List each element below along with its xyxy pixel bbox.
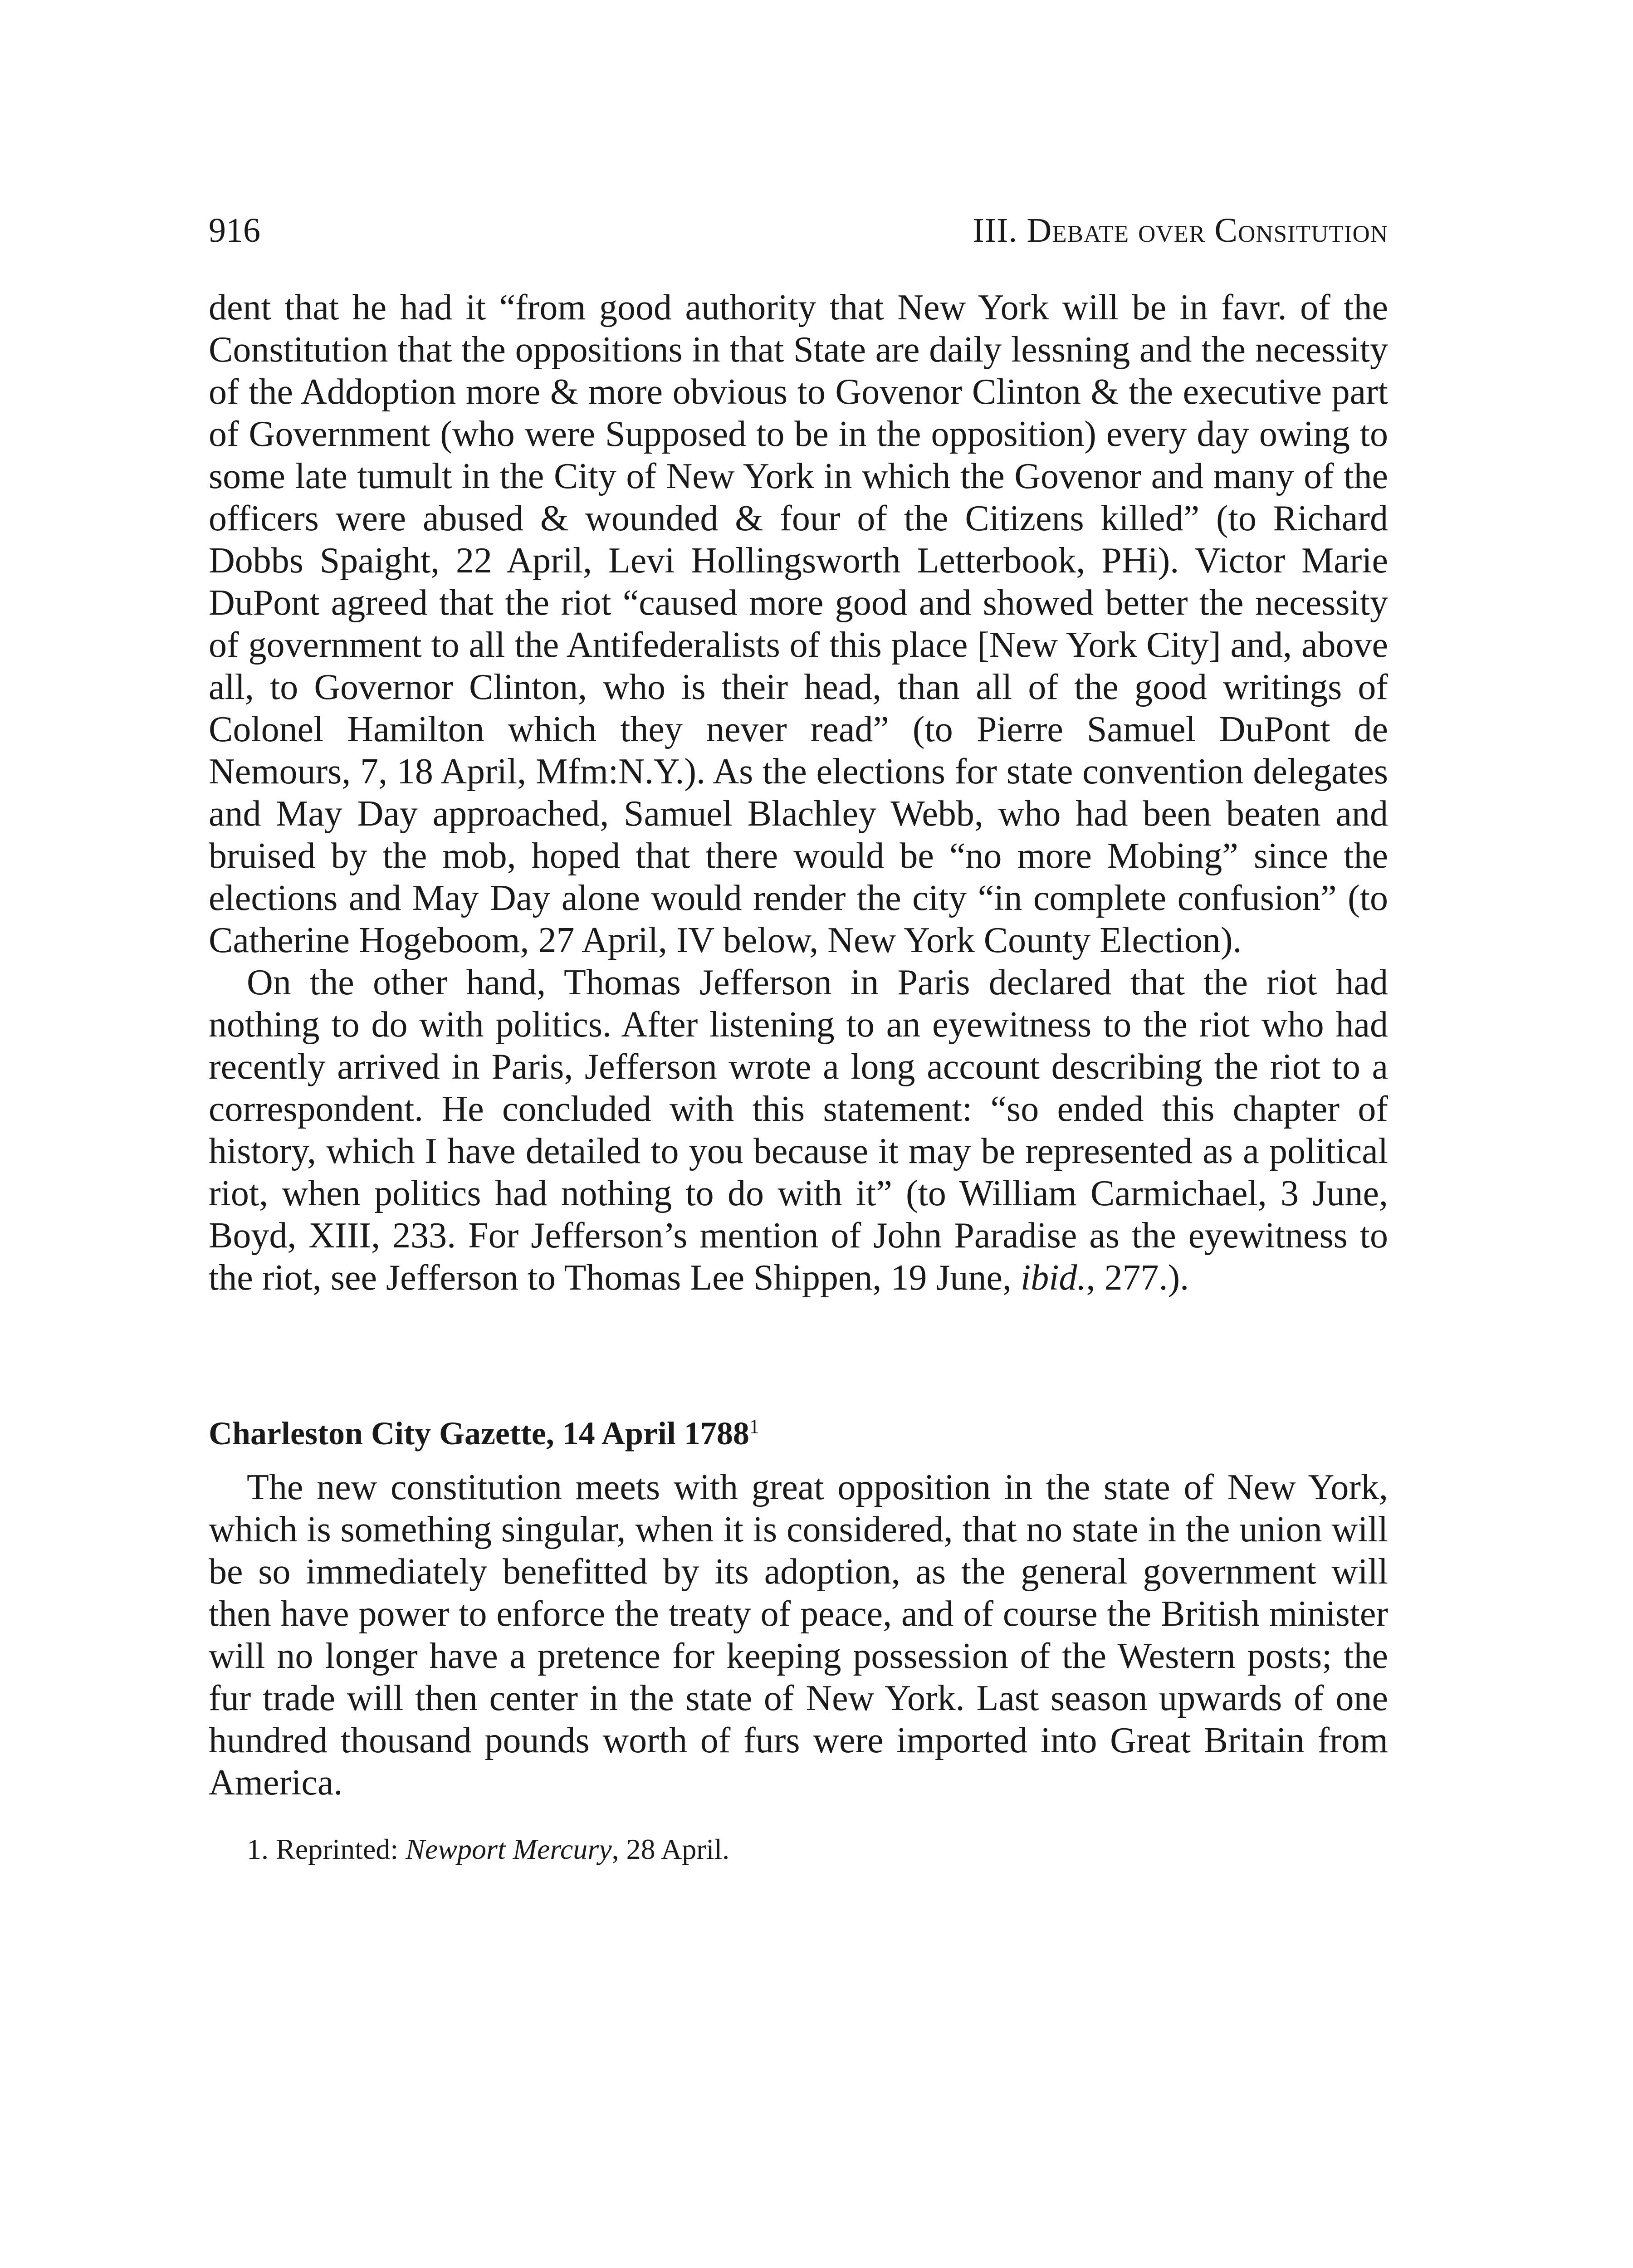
paragraph-jefferson-text: On the other hand, Thomas Jefferson in Paris declared that the riot had nothing to do with politics. After listening to an eyewitness to the riot who had recently arrived in Paris, Jefferson wrote a long account describing the riot to a correspondent. He concluded with this statement: “so ended this chapter of history, which I have detailed to you because it may be represented as a political riot, when politics had nothing to do with it” (to William Carmichael, 3 June, Boyd, XIII, 233. For Jefferson’s mention of John Paradise as the eyewitness to the riot, see Jefferson to Thomas Lee Shippen, 19 June, bbox=[209, 963, 1388, 1298]
footnote bbox=[209, 1831, 1388, 1867]
article-body bbox=[209, 1466, 1388, 1804]
footnote-source: Newport Mercury bbox=[406, 1833, 612, 1865]
paragraph-jefferson bbox=[209, 962, 1388, 1299]
article-heading bbox=[209, 1413, 1388, 1455]
page-number: 916 bbox=[209, 211, 260, 249]
article-heading-text: Charleston City Gazette, 14 April 1788 bbox=[209, 1415, 749, 1452]
footnote-label: Reprinted: bbox=[276, 1833, 399, 1865]
running-head bbox=[209, 213, 1388, 248]
paragraph-jefferson-end: , 277.). bbox=[1086, 1258, 1189, 1298]
footnote-marker: 1 bbox=[749, 1415, 759, 1437]
footnote-number: 1. bbox=[247, 1833, 269, 1865]
section-title: III. Debate over Consitution bbox=[973, 211, 1388, 249]
footnote-date: , 28 April. bbox=[611, 1833, 730, 1865]
document-page bbox=[209, 213, 1388, 1867]
body-text bbox=[209, 287, 1388, 1299]
ibid-citation: ibid. bbox=[1021, 1258, 1086, 1298]
article-paragraph: The new constitution meets with great opposition in the state of New York, which is something singular, when it is considered, that no state in the union will be so immediately benefitted by its adoption, as the general government will then have power to enforce the treaty of peace, and of course the British minister will no longer have a pretence for keeping possession of the Western posts; the fur trade will then center in the state of New York. Last season upwards of one hundred thousand pounds worth of furs were imported into Great Britain from America. bbox=[209, 1467, 1388, 1803]
paragraph-continued: dent that he had it “from good authority that New York will be in favr. of the Constitution that the oppositions in that State are daily lessning and the necessity of the Addoption more & more obvious to Govenor Clinton & the executive part of Government (who were Supposed to be in the opposition) every day owing to some late tumult in the City of New York in which the Govenor and many of the officers were abused & wounded & four of the Citizens killed” (to Richard Dobbs Spaight, 22 April, Levi Hollingsworth Letterbook, PHi). Victor Marie DuPont agreed that the riot “caused more good and showed better the necessity of government to all the Antifederalists of this place [New York City] and, above all, to Governor Clinton, who is their head, than all of the good writings of Colonel Hamilton which they never read” (to Pierre Samuel DuPont de Nemours, 7, 18 April, Mfm:N.Y.). As the elections for state convention delegates and May Day approached, Samuel Blachley Webb, who had been beaten and bruised by the mob, hoped that there would be “no more Mobing” since the elections and May Day alone would render the city “in complete confusion” (to Catherine Hogeboom, 27 April, IV below, New York County Election). bbox=[209, 288, 1388, 960]
